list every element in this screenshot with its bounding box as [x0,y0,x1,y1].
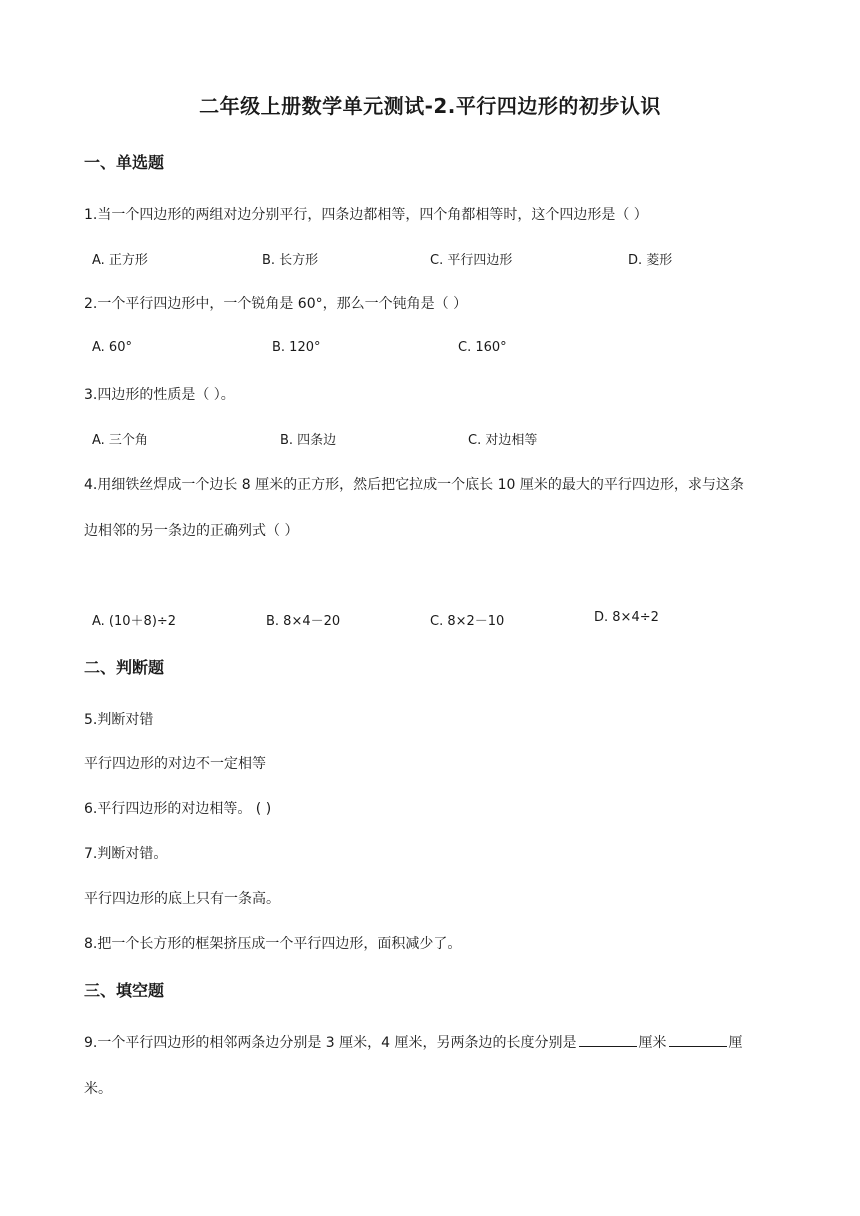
document-title: 二年级上册数学单元测试-2.平行四边形的初步认识 [199,94,661,118]
question-4-option-a[interactable]: A. (10＋8)÷2 [92,614,177,629]
question-4-option-d[interactable]: D. 8×4÷2 [594,610,659,625]
question-4-text-line-2: 边相邻的另一条边的正确列式（ ） [84,523,299,539]
question-3-text: 3.四边形的性质是（ ）。 [84,387,235,403]
question-1-option-d[interactable]: D. 菱形 [628,253,673,268]
question-4-option-c[interactable]: C. 8×2－10 [430,614,505,629]
question-3-option-b[interactable]: B. 四条边 [280,433,337,448]
question-2-option-c[interactable]: C. 160° [458,340,507,355]
question-9-text-part-2: 厘米 [638,1035,667,1051]
question-1-option-a[interactable]: A. 正方形 [92,253,148,268]
question-1-option-c[interactable]: C. 平行四边形 [430,253,513,268]
question-4-option-b[interactable]: B. 8×4－20 [266,614,341,629]
question-9-blank-2[interactable] [669,1034,727,1047]
question-1-text: 1.当一个四边形的两组对边分别平行，四条边都相等，四个角都相等时，这个四边形是（ ） [84,207,648,223]
question-9-text-line-2: 米。 [84,1081,112,1097]
question-4-text-line-1: 4.用细铁丝焊成一个边长 8 厘米的正方形，然后把它拉成一个底长 10 厘米的最大的平行四边形，求与这条 [84,477,744,493]
question-9-text-part-3: 厘 [728,1035,743,1051]
section-heading-true-false: 二、判断题 [84,658,165,677]
question-9-text-part-1: 9.一个平行四边形的相邻两条边分别是 3 厘米，4 厘米，另两条边的长度分别是 [84,1035,577,1051]
section-heading-single-choice: 一、单选题 [84,153,165,172]
question-8-text: 8.把一个长方形的框架挤压成一个平行四边形，面积减少了。 [84,936,462,952]
section-heading-fill-blank: 三、填空题 [84,981,165,1000]
question-6-text: 6.平行四边形的对边相等。 ( ) [84,801,272,817]
question-2-text: 2.一个平行四边形中，一个锐角是 60°，那么一个钝角是（ ） [84,296,468,312]
question-7-text-line-2: 平行四边形的底上只有一条高。 [84,891,280,907]
question-5-text-line-1: 5.判断对错 [84,712,154,728]
question-9-text-line-1 [84,1032,743,1052]
question-1-option-b[interactable]: B. 长方形 [262,253,319,268]
question-3-option-c[interactable]: C. 对边相等 [468,433,538,448]
question-7-text-line-1: 7.判断对错。 [84,846,168,862]
question-9-blank-1[interactable] [579,1034,637,1047]
question-5-text-line-2: 平行四边形的对边不一定相等 [84,756,266,772]
question-2-option-a[interactable]: A. 60° [92,340,132,355]
question-2-option-b[interactable]: B. 120° [272,340,321,355]
question-3-option-a[interactable]: A. 三个角 [92,433,148,448]
